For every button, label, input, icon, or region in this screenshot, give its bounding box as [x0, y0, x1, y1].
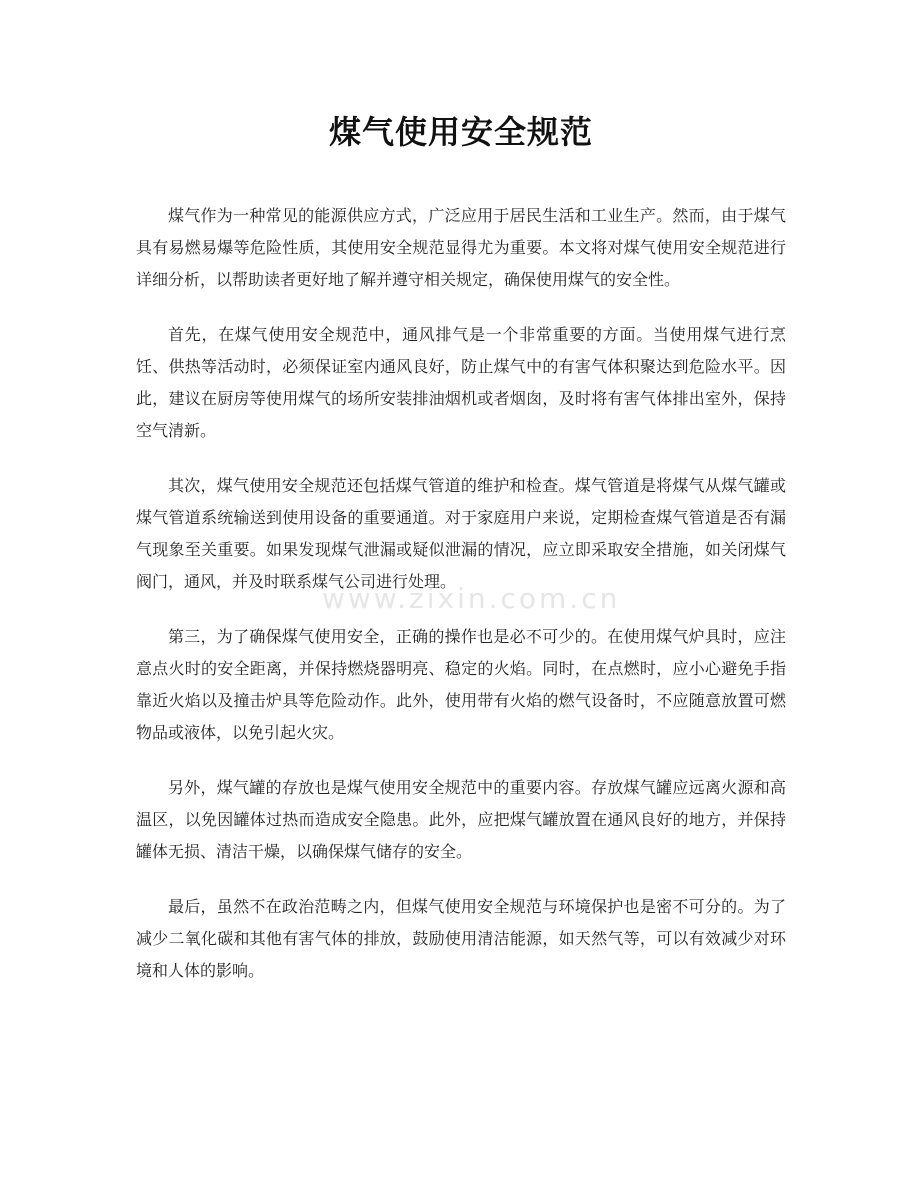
paragraph-intro: 煤气作为一种常见的能源供应方式，广泛应用于居民生活和工业生产。然而，由于煤气具有易燃易爆等危险性质，其使用安全规范显得尤为重要。本文将对煤气使用安全规范进行详细分析，以帮助读者更好地了解并遵守相关规定，确保使用煤气的安全性。: [136, 206, 786, 289]
paragraph-environment: 最后，虽然不在政治范畴之内，但煤气使用安全规范与环境保护也是密不可分的。为了减少二氧化碳和其他有害气体的排放，鼓励使用清洁能源，如天然气等，可以有效减少对环境和人体的影响。: [136, 897, 786, 980]
paragraph-storage: 另外，煤气罐的存放也是煤气使用安全规范中的重要内容。存放煤气罐应远离火源和高温区，以免因罐体过热而造成安全隐患。此外，应把煤气罐放置在通风良好的地方，并保持罐体无损、清洁干燥，以确保煤气储存的安全。: [136, 778, 786, 861]
document-title: 煤气使用安全规范: [328, 113, 593, 151]
watermark-text: www.zixin.com.cn: [322, 582, 621, 615]
paragraph-operation: 第三，为了确保煤气使用安全，正确的操作也是必不可少的。在使用煤气炉具时，应注意点火时的安全距离，并保持燃烧器明亮、稳定的火焰。同时，在点燃时，应小心避免手指靠近火焰以及撞击炉具等危险动作。此外，使用带有火焰的燃气设备时，不应随意放置可燃物品或液体，以免引起火灾。: [136, 627, 786, 742]
paragraph-ventilation: 首先，在煤气使用安全规范中，通风排气是一个非常重要的方面。当使用煤气进行烹饪、供热等活动时，必须保证室内通风良好，防止煤气中的有害气体积聚达到危险水平。因此，建议在厨房等使用煤气的场所安装排油烟机或者烟囱，及时将有害气体排出室外，保持空气清新。: [136, 325, 786, 440]
paragraph-pipeline: 其次，煤气使用安全规范还包括煤气管道的维护和检查。煤气管道是将煤气从煤气罐或煤气管道系统输送到使用设备的重要通道。对于家庭用户来说，定期检查煤气管道是否有漏气现象至关重要。如果发现煤气泄漏或疑似泄漏的情况，应立即采取安全措施，如关闭煤气阀门，通风，并及时联系煤气公司进行处理。: [136, 476, 786, 591]
